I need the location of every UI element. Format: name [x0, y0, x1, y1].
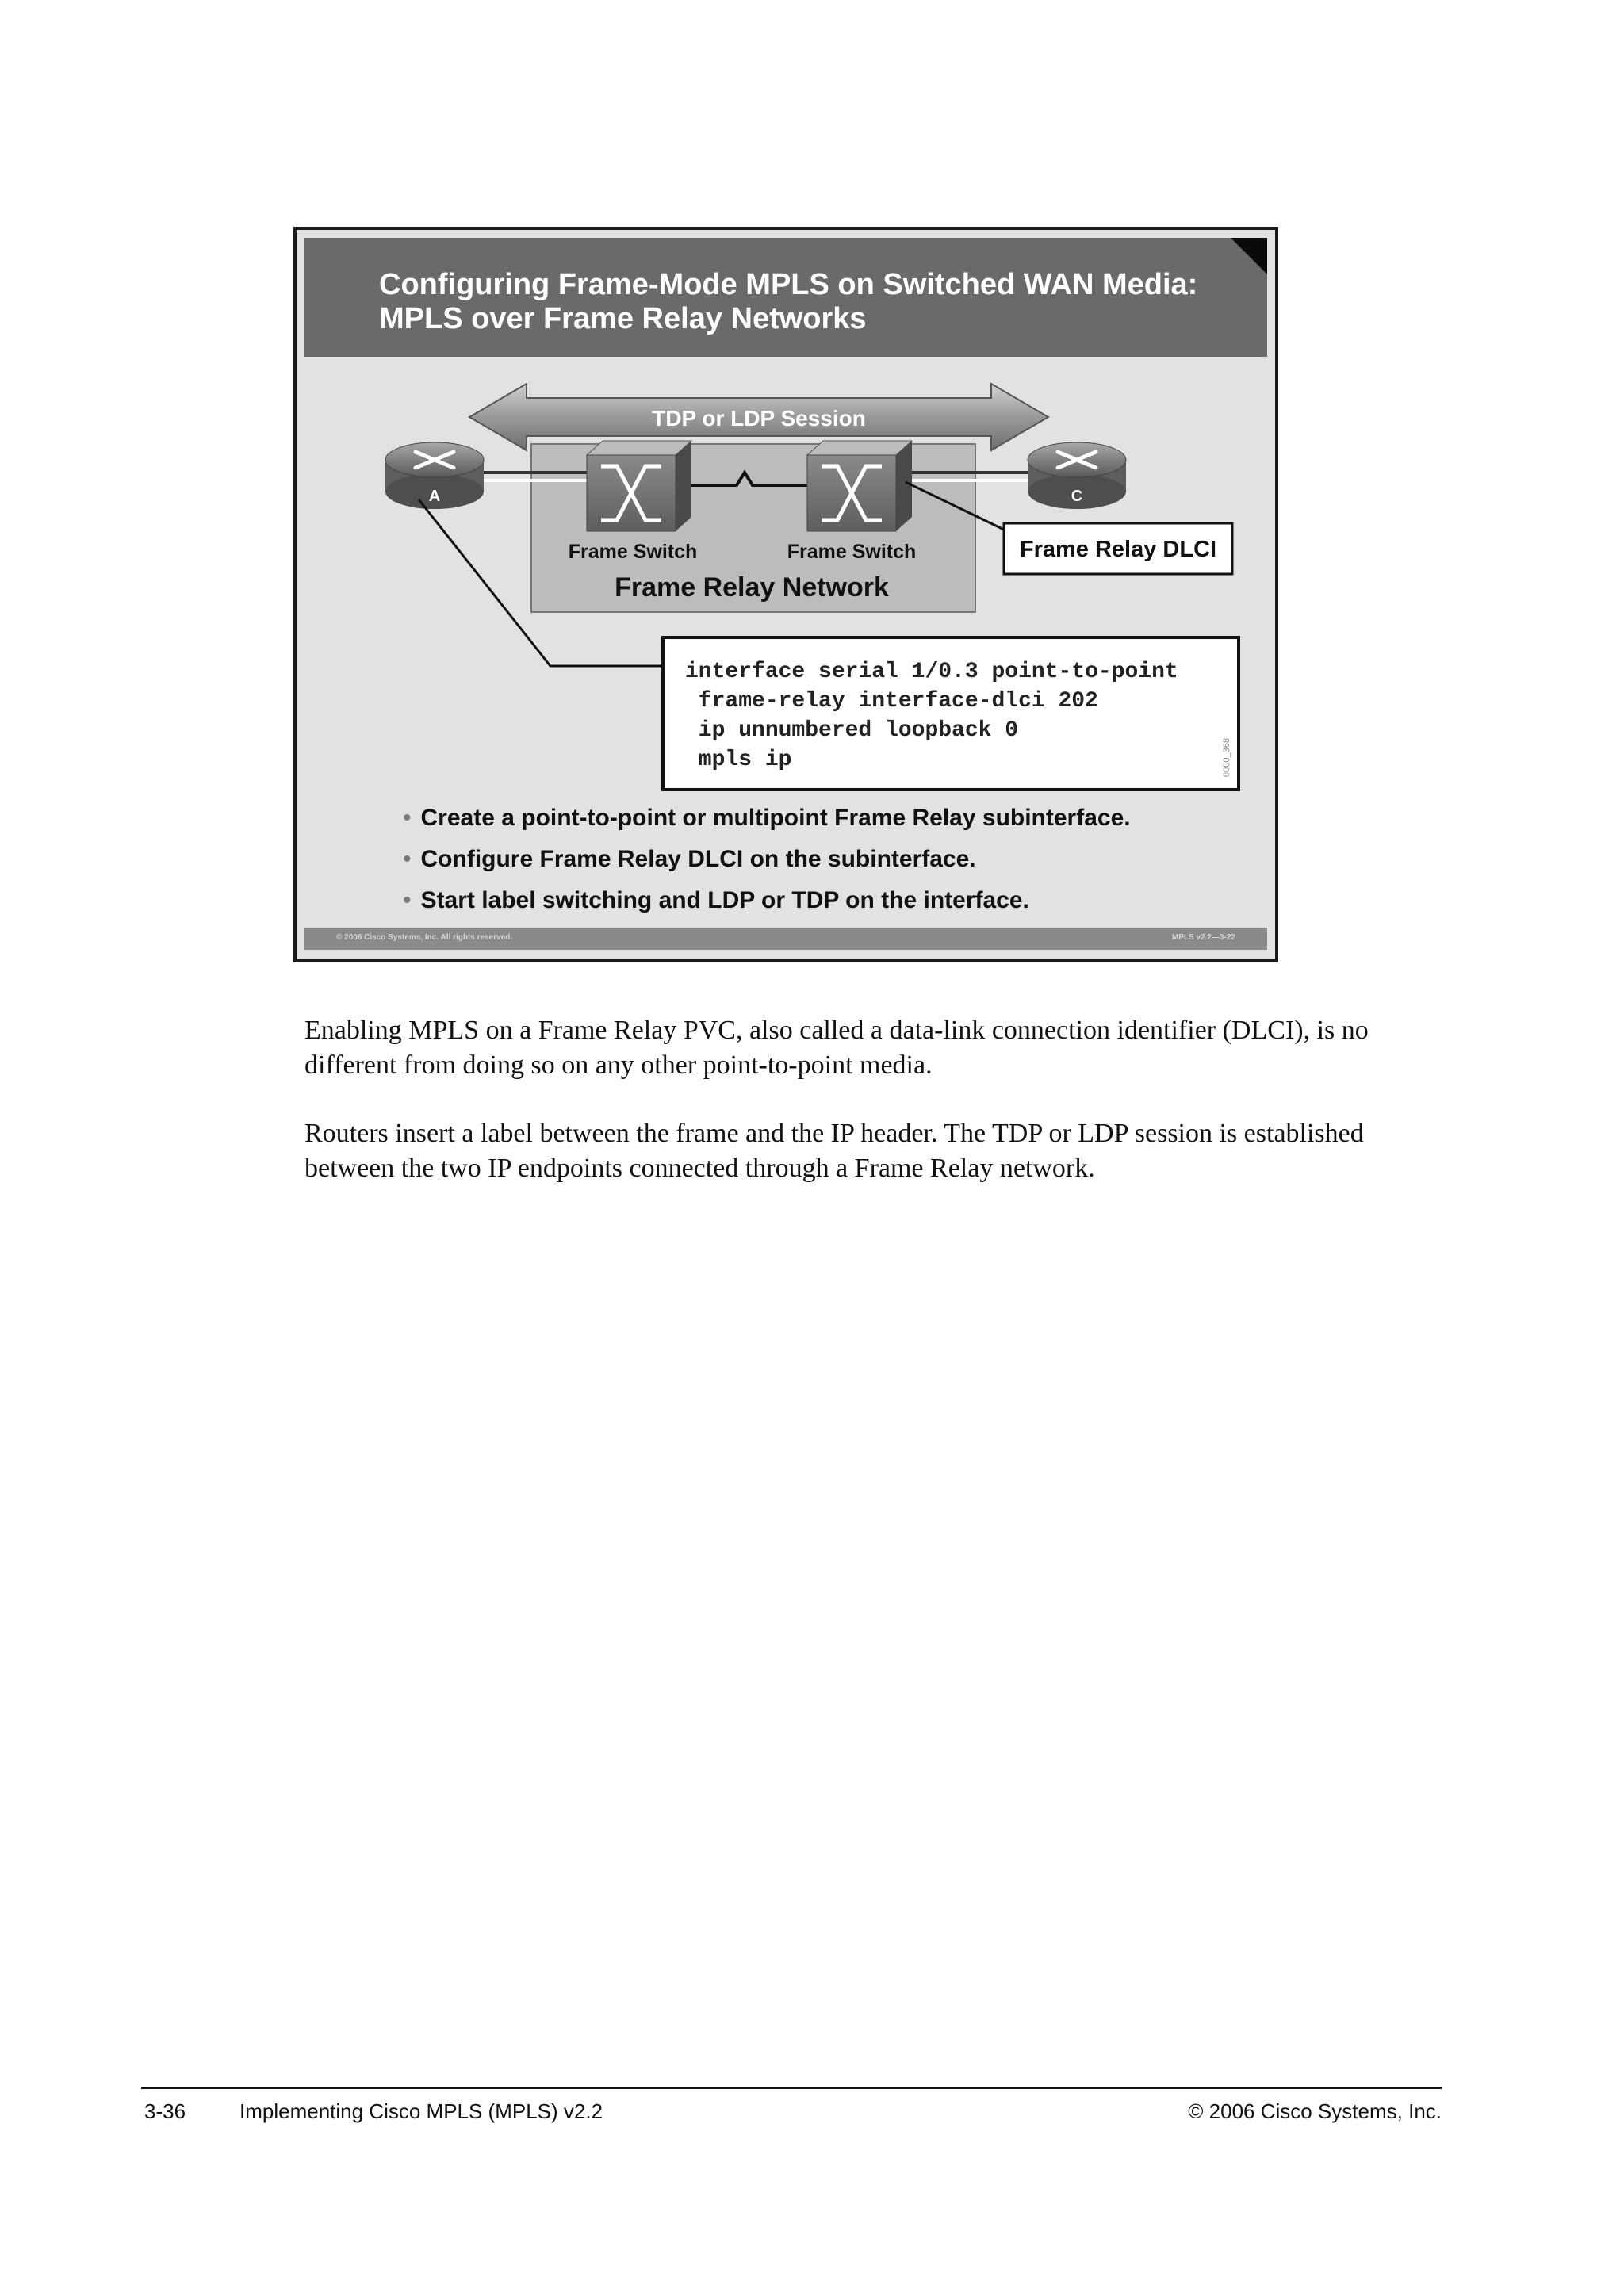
page-footer-rule	[141, 2087, 1442, 2089]
bullet-text: Start label switching and LDP or TDP on the interface.	[420, 887, 1029, 913]
frame-switch-1-label: Frame Switch	[568, 541, 698, 563]
figure-id: 0000_368	[1222, 738, 1231, 777]
router-a-label: A	[428, 488, 441, 505]
dlci-label: Frame Relay DLCI	[1019, 537, 1217, 562]
body-paragraph-2: Routers insert a label between the frame and the IP header. The TDP or LDP session is established between the two IP endpoints connected through a Frame Relay network.	[304, 1119, 1364, 1183]
slide-footer	[304, 928, 1267, 950]
book-title: Implementing Cisco MPLS (MPLS) v2.2	[239, 2099, 603, 2123]
page-copyright: © 2006 Cisco Systems, Inc.	[1188, 2099, 1442, 2123]
slide-footer-copyright: © 2006 Cisco Systems, Inc. All rights reserved.	[336, 933, 513, 942]
frame-switch-1-icon	[587, 441, 691, 531]
router-c-label: C	[1071, 488, 1083, 505]
page-number: 3-36	[144, 2099, 186, 2123]
slide-title-line-1: Configuring Frame-Mode MPLS on Switched WAN Media:	[379, 268, 1198, 301]
slide-bullets	[403, 798, 1259, 921]
bullet-item	[403, 798, 1259, 839]
config-line-2: frame-relay interface-dlci 202	[685, 689, 1098, 714]
slide-footer-course-id: MPLS v2.2—3-22	[1171, 933, 1235, 942]
config-line-3: ip unnumbered loopback 0	[685, 718, 1019, 743]
config-line-1: interface serial 1/0.3 point-to-point	[685, 660, 1178, 684]
bullet-item	[403, 839, 1259, 880]
frame-relay-network-label: Frame Relay Network	[615, 572, 889, 603]
body-paragraph-1: Enabling MPLS on a Frame Relay PVC, also called a data-link connection identifier (DLCI), is no different from doing so on any other point-to-point media.	[304, 1016, 1369, 1080]
slide	[293, 227, 1278, 962]
bullet-item	[403, 880, 1259, 921]
config-line-4: mpls ip	[685, 748, 792, 772]
bullet-dot: •	[403, 887, 412, 913]
frame-switch-2-label: Frame Switch	[787, 541, 917, 563]
session-label: TDP or LDP Session	[652, 406, 866, 430]
bullet-dot: •	[403, 805, 412, 831]
bullet-text: Configure Frame Relay DLCI on the subinterface.	[420, 846, 976, 872]
bullet-text: Create a point-to-point or multipoint Frame Relay subinterface.	[420, 805, 1131, 831]
bullet-dot: •	[403, 846, 412, 872]
slide-title-line-2: MPLS over Frame Relay Networks	[379, 302, 867, 335]
frame-switch-2-icon	[807, 441, 912, 531]
